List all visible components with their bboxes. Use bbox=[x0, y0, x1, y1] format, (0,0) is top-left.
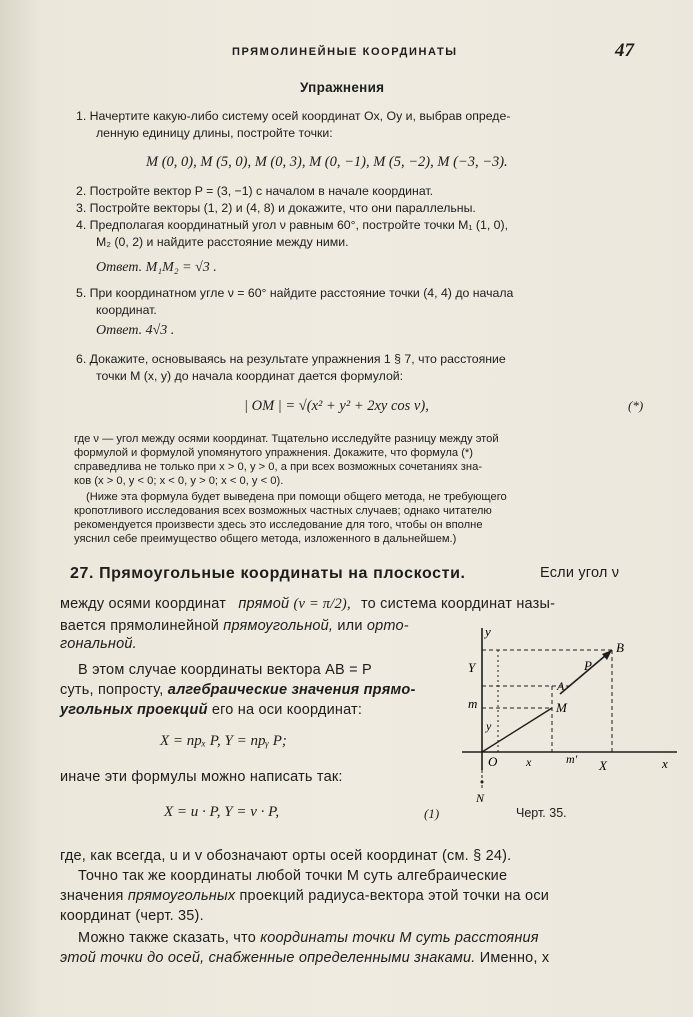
formula-om-tag: (*) bbox=[628, 398, 644, 413]
p4-line-1 bbox=[78, 927, 539, 949]
label-m: m bbox=[468, 696, 478, 711]
p3-line-1: где, как всегда, u и v обозначают орты осей координат (см. § 24). bbox=[60, 848, 512, 864]
text-span: то система координат назы- bbox=[361, 596, 556, 612]
exercise-6-line-2: точки M (x, y) до начала координат дается формулой: bbox=[96, 369, 404, 383]
figure-caption: Черт. 35. bbox=[516, 806, 567, 820]
exercise-2: 2. Постройте вектор P = (3, −1) с началом в начале координат. bbox=[76, 184, 434, 198]
section-line-4: гональной. bbox=[60, 636, 137, 652]
exercise-1-points: M (0, 0), M (5, 0), M (0, 3), M (0, −1), M (5, −2), M (−3, −3). bbox=[146, 154, 508, 170]
emph-span: орто- bbox=[366, 618, 409, 634]
small-par-line-7: рекомендуется произвести здесь это исследование для того, чтобы он вполне bbox=[74, 519, 483, 531]
section-line-2 bbox=[60, 593, 555, 615]
section-title: 27. Прямоугольные координаты на плоскости. bbox=[70, 565, 466, 582]
label-A: A bbox=[557, 679, 565, 693]
text-span: между осями координат bbox=[60, 596, 227, 612]
exercise-4-line-1: 4. Предполагая координатный угол ν равным 60°, постройте точки M₁ (1, 0), bbox=[76, 218, 509, 232]
text-span: его на оси координат: bbox=[211, 702, 363, 718]
par2-line-2 bbox=[60, 679, 416, 701]
point-N bbox=[481, 781, 484, 784]
par2-line-1: В этом случае координаты вектора AB = P bbox=[78, 662, 372, 678]
text-span: вается прямолинейной bbox=[60, 618, 220, 634]
section-line-1-rest: Если угол ν bbox=[540, 565, 620, 581]
label-m-prime: m' bbox=[566, 752, 578, 766]
radius-vector bbox=[482, 708, 552, 752]
emph-span: прямой bbox=[238, 596, 290, 612]
p3-line-2: Точно так же координаты любой точки M суть алгебраические bbox=[78, 868, 508, 884]
p4-line-2 bbox=[60, 947, 549, 969]
exercise-1-line-1: 1. Начертите какую-либо систему осей координат Ox, Oy и, выбрав опреде- bbox=[76, 109, 511, 123]
small-par-line-4: ков (x > 0, y < 0; x < 0, y > 0; x < 0, y < 0). bbox=[74, 475, 284, 487]
nu-fraction: (ν = π/2), bbox=[293, 596, 351, 612]
label-P: P bbox=[584, 658, 592, 673]
small-par-line-2: формулой и формулой упомянутого упражнения. Докажите, что формула (*) bbox=[74, 447, 474, 459]
exercise-3: 3. Постройте векторы (1, 2) и (4, 8) и докажите, что они параллельны. bbox=[76, 201, 476, 215]
running-head: ПРЯМОЛИНЕЙНЫЕ КООРДИНАТЫ bbox=[232, 46, 458, 58]
p3-line-4: координат (черт. 35). bbox=[60, 908, 204, 924]
answer-4: Ответ. M₁M₂ = √3 . bbox=[96, 260, 217, 275]
emph-span: этой точки до осей, снабженные определенными знаками. bbox=[60, 950, 476, 966]
page-number: 47 bbox=[615, 40, 634, 61]
small-par-line-6: кропотливого исследования всех возможных частных случаев; однако читателю bbox=[74, 505, 492, 517]
exercise-1-line-2: ленную единицу длины, постройте точки: bbox=[96, 126, 333, 140]
formula-om: | OM | = √(x² + y² + 2xy cos ν), bbox=[244, 398, 429, 414]
label-x-axis: x bbox=[662, 756, 668, 771]
small-par-line-1: где ν — угол между осями координат. Тщательно исследуйте разницу между этой bbox=[74, 433, 499, 445]
emph-span: прямоугольных bbox=[127, 888, 236, 904]
exercises-heading: Упражнения bbox=[300, 80, 385, 95]
small-par-line-5: (Ниже эта формула будет выведена при помощи общего метода, не требующего bbox=[86, 491, 507, 503]
text-span: Именно, x bbox=[479, 950, 550, 966]
formula-orts: X = u · P, Y = v · P, bbox=[164, 804, 280, 820]
label-N: N bbox=[476, 791, 485, 805]
exercise-5-line-1: 5. При координатном угле ν = 60° найдите расстояние точки (4, 4) до начала bbox=[76, 286, 514, 300]
exercise-6-line-1: 6. Докажите, основываясь на результате упражнения 1 § 7, что расстояние bbox=[76, 352, 506, 366]
label-x-small: x bbox=[526, 755, 532, 769]
label-B: B bbox=[616, 640, 624, 655]
formula-projections: X = npₓ P, Y = npᵧ P; bbox=[160, 733, 287, 749]
emph-span: угольных проекций bbox=[60, 702, 208, 718]
small-par-line-8: уяснил себе преимущество общего метода, изложенного в дальнейшем.) bbox=[74, 533, 457, 545]
p3-line-3 bbox=[60, 885, 549, 907]
emph-span: алгебраические значения прямо- bbox=[167, 682, 416, 698]
label-X: X bbox=[599, 758, 607, 773]
text-span: суть, попросту, bbox=[60, 682, 164, 698]
formula-tag-1: (1) bbox=[424, 806, 440, 821]
otherwise-line: иначе эти формулы можно написать так: bbox=[60, 769, 343, 785]
exercise-5-line-2: координат. bbox=[96, 303, 157, 317]
emph-span: прямоугольной, bbox=[223, 618, 334, 634]
label-O: O bbox=[488, 754, 498, 769]
label-Y: Y bbox=[468, 660, 476, 675]
label-M: M bbox=[556, 700, 567, 715]
text-span: или bbox=[337, 618, 363, 634]
small-par-line-3: справедлива не только при x > 0, y > 0, а при всех возможных сочетаниях зна- bbox=[74, 461, 483, 473]
label-y-axis: y bbox=[485, 624, 491, 639]
text-span: проекций радиуса-вектора этой точки на оси bbox=[239, 888, 550, 904]
text-span: значения bbox=[60, 888, 124, 904]
text-span: Можно также сказать, что bbox=[78, 930, 256, 946]
vector-AB-arrowhead bbox=[602, 650, 612, 660]
label-y-small: y bbox=[486, 719, 492, 733]
exercise-4-line-2: M₂ (0, 2) и найдите расстояние между ними. bbox=[96, 235, 349, 249]
figure-35 bbox=[452, 620, 687, 805]
emph-span: координаты точки M суть расстояния bbox=[260, 930, 539, 946]
par2-line-3 bbox=[60, 699, 362, 721]
answer-5: Ответ. 4√3 . bbox=[96, 323, 175, 338]
